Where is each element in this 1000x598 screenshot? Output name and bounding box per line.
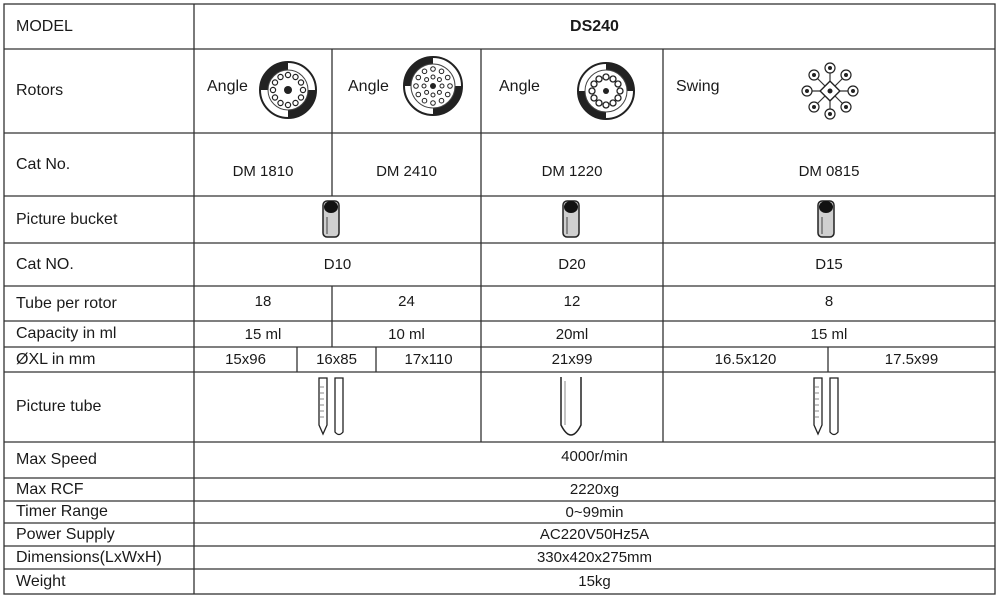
rotor-type: Angle: [348, 78, 389, 95]
dimensions-value: 330x420x275mm: [536, 549, 653, 566]
capacity-value: 10 ml: [388, 325, 425, 343]
cat-no-value: DM 0815: [798, 162, 860, 180]
timer-range-label: Timer Range: [16, 503, 108, 520]
bucket-cat-no-value: D20: [558, 255, 586, 273]
tube-dimension-value: 21x99: [551, 351, 593, 368]
rotor-type: Angle: [207, 78, 248, 95]
rotors-label: Rotors: [16, 82, 64, 99]
power-supply-value: AC220V50Hz5A: [539, 526, 650, 543]
angle-rotor-24-icon: [404, 57, 462, 115]
capacity-value: 15 ml: [244, 325, 282, 343]
picture-bucket-label: Picture bucket: [16, 210, 118, 228]
bucket-cat-no-value: D10: [323, 255, 352, 273]
power-supply-label: Power Supply: [16, 525, 115, 543]
weight-value: 15kg: [578, 573, 611, 590]
angle-rotor-18-icon: [260, 62, 316, 118]
bucket-cat-no-value: D15: [815, 255, 843, 273]
tube-dimension-value: 17.5x99: [884, 351, 939, 368]
tube-per-rotor-value: 8: [824, 292, 834, 310]
tube-per-rotor-value: 18: [254, 292, 272, 310]
tube-per-rotor-value: 12: [563, 292, 581, 310]
max-speed-value: 4000r/min: [561, 447, 628, 465]
tube-dimension-value: 17x110: [404, 351, 453, 368]
angle-rotor-12-icon: [578, 63, 634, 119]
cat-no-value: DM 2410: [376, 162, 437, 180]
conical-tube-icon: [814, 378, 838, 435]
tube-per-rotor-value: 24: [398, 292, 415, 310]
tube-per-rotor-label: Tube per rotor: [16, 294, 117, 312]
bucket-cat-no-label: Cat NO.: [16, 255, 74, 273]
capacity-label: Capacity in ml: [16, 325, 117, 342]
dimensions-label: Dimensions(LxWxH): [16, 548, 162, 566]
tube-dimension-label: ØXL in mm: [16, 350, 96, 368]
capacity-value: 15 ml: [810, 325, 848, 343]
timer-range-value: 0~99min: [565, 503, 624, 521]
rotor-type: Angle: [499, 78, 540, 95]
weight-label: Weight: [16, 572, 66, 590]
rotor-type: Swing: [676, 78, 720, 95]
model-label: MODEL: [16, 17, 73, 35]
tube-dimension-value: 15x96: [225, 351, 266, 368]
capacity-value: 20ml: [555, 325, 589, 343]
max-rcf-value: 2220xg: [569, 481, 620, 498]
conical-tube-icon: [319, 378, 343, 435]
model-value: DS240: [570, 17, 619, 35]
cat-no-value: DM 1220: [541, 162, 603, 180]
bucket-icon: [563, 201, 579, 237]
tube-dimension-value: 16x85: [316, 351, 357, 368]
bucket-icon: [323, 201, 339, 237]
swing-rotor-8-icon: [802, 63, 858, 119]
cat-no-value: DM 1810: [232, 162, 294, 180]
picture-tube-label: Picture tube: [16, 398, 102, 415]
cat-no-label: Cat No.: [16, 155, 71, 173]
max-speed-label: Max Speed: [16, 451, 97, 468]
max-rcf-label: Max RCF: [16, 480, 84, 498]
tube-dimension-value: 16.5x120: [714, 351, 777, 368]
bucket-icon: [818, 201, 834, 237]
round-tube-icon: [561, 377, 581, 435]
